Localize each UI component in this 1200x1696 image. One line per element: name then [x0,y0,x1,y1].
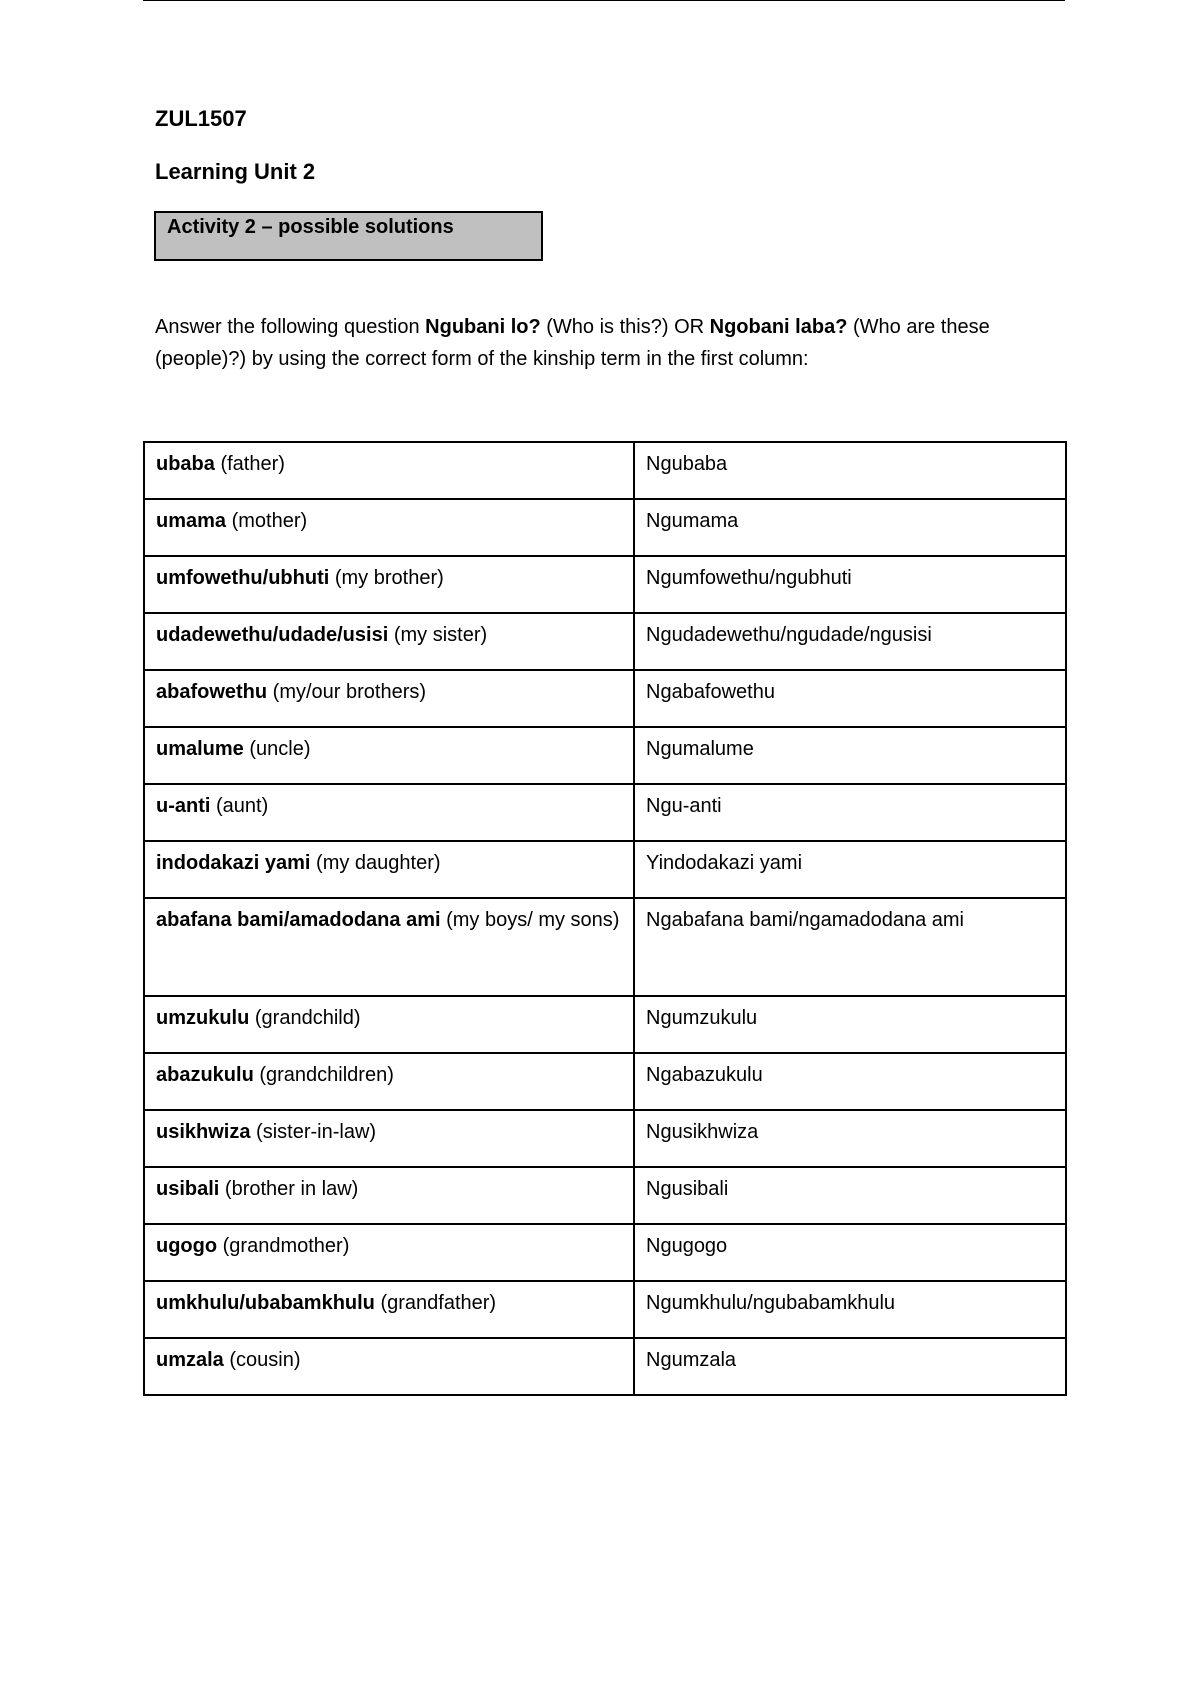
answer-text: Ngabafowethu [646,681,775,703]
answer-cell [634,841,1066,898]
instruction-text: (Who are these (people)?) by using the correct form of the kinship term in the first column: [155,316,990,370]
answer-text: Ngabafana bami/ngamadodana ami [646,909,964,931]
kinship-term-cell [144,1338,634,1395]
answer-text: Ngumzala [646,1349,737,1371]
table-row [144,556,1066,613]
table-row [144,442,1066,499]
kinship-term: umkhulu/ubabamkhulu [156,1292,375,1314]
answer-cell [634,727,1066,784]
instruction-paragraph [155,311,1060,375]
kinship-term-cell [144,1224,634,1281]
kinship-gloss: (my sister) [388,624,488,646]
answer-text: Ngubaba [646,453,728,475]
kinship-term: u-anti [156,795,211,817]
activity-title: Activity 2 – possible solutions [167,216,454,238]
kinship-term-cell [144,784,634,841]
kinship-term-cell [144,1110,634,1167]
kinship-gloss: (my daughter) [310,852,441,874]
kinship-table-body [144,442,1066,1395]
table-row [144,1281,1066,1338]
unit-title: Learning Unit 2 [155,159,316,184]
answer-text: Ngusikhwiza [646,1121,759,1143]
answer-text: Ngumfowethu/ngubhuti [646,567,852,589]
kinship-term: umzala [156,1349,224,1371]
kinship-term-cell [144,499,634,556]
kinship-gloss: (my boys/ my sons) [440,909,620,931]
answer-cell [634,1167,1066,1224]
instruction-text: Answer the following question [155,316,426,338]
answer-cell [634,996,1066,1053]
answer-text: Ngudadewethu/ngudade/ngusisi [646,624,932,646]
table-row [144,727,1066,784]
instruction-question-1: Ngubani lo? [425,316,541,338]
kinship-gloss: (grandchild) [249,1007,361,1029]
table-row [144,613,1066,670]
kinship-gloss: (mother) [226,510,308,532]
answer-cell [634,1110,1066,1167]
kinship-term-cell [144,613,634,670]
instruction-question-2: Ngobani laba? [709,316,848,338]
answer-cell [634,670,1066,727]
answer-text: Ngugogo [646,1235,728,1257]
table-row [144,898,1066,996]
answer-text: Ngusibali [646,1178,729,1200]
kinship-gloss: (grandfather) [374,1292,497,1314]
answer-cell [634,1224,1066,1281]
kinship-gloss: (my brother) [329,567,444,589]
kinship-term: usibali [156,1178,220,1200]
kinship-term: abazukulu [156,1064,254,1086]
table-row [144,996,1066,1053]
kinship-gloss: (aunt) [210,795,269,817]
answer-text: Ngumalume [646,738,754,760]
kinship-gloss: (grandchildren) [253,1064,394,1086]
answer-cell [634,898,1066,996]
table-row [144,1338,1066,1395]
table-row [144,1167,1066,1224]
kinship-term: umalume [156,738,244,760]
kinship-term-cell [144,898,634,996]
answer-cell [634,613,1066,670]
answer-cell [634,784,1066,841]
table-row [144,499,1066,556]
kinship-table [143,441,1067,1396]
kinship-gloss: (grandmother) [217,1235,350,1257]
kinship-term-cell [144,841,634,898]
kinship-gloss: (cousin) [223,1349,301,1371]
table-row [144,670,1066,727]
answer-text: Ngumama [646,510,739,532]
kinship-term: umfowethu/ubhuti [156,567,330,589]
kinship-term-cell [144,1053,634,1110]
kinship-term-cell [144,727,634,784]
kinship-term: ubaba [156,453,215,475]
table-row [144,784,1066,841]
kinship-term: umzukulu [156,1007,250,1029]
top-rule [143,0,1065,1]
table-row [144,1110,1066,1167]
kinship-term-cell [144,670,634,727]
kinship-gloss: (father) [214,453,285,475]
answer-text: Ngumkhulu/ngubabamkhulu [646,1292,896,1314]
kinship-term: udadewethu/udade/usisi [156,624,389,646]
kinship-term: umama [156,510,227,532]
kinship-term: abafowethu [156,681,268,703]
kinship-term: ugogo [156,1235,218,1257]
answer-cell [634,1338,1066,1395]
kinship-gloss: (uncle) [243,738,311,760]
answer-text: Ngumzukulu [646,1007,758,1029]
kinship-term: indodakazi yami [156,852,311,874]
instruction-text: (Who is this?) OR [540,316,710,338]
answer-cell [634,556,1066,613]
activity-heading-box [154,211,543,261]
answer-text: Yindodakazi yami [646,852,803,874]
kinship-term: usikhwiza [156,1121,251,1143]
kinship-term-cell [144,1167,634,1224]
answer-cell [634,499,1066,556]
answer-text: Ngabazukulu [646,1064,763,1086]
answer-text: Ngu-anti [646,795,722,817]
kinship-gloss: (sister-in-law) [250,1121,377,1143]
kinship-term-cell [144,442,634,499]
table-row [144,1224,1066,1281]
kinship-term: abafana bami/amadodana ami [156,909,441,931]
course-code: ZUL1507 [155,106,247,131]
kinship-term-cell [144,996,634,1053]
answer-cell [634,1053,1066,1110]
kinship-gloss: (my/our brothers) [267,681,427,703]
table-row [144,1053,1066,1110]
answer-cell [634,1281,1066,1338]
table-row [144,841,1066,898]
kinship-term-cell [144,1281,634,1338]
answer-cell [634,442,1066,499]
kinship-gloss: (brother in law) [219,1178,359,1200]
kinship-term-cell [144,556,634,613]
